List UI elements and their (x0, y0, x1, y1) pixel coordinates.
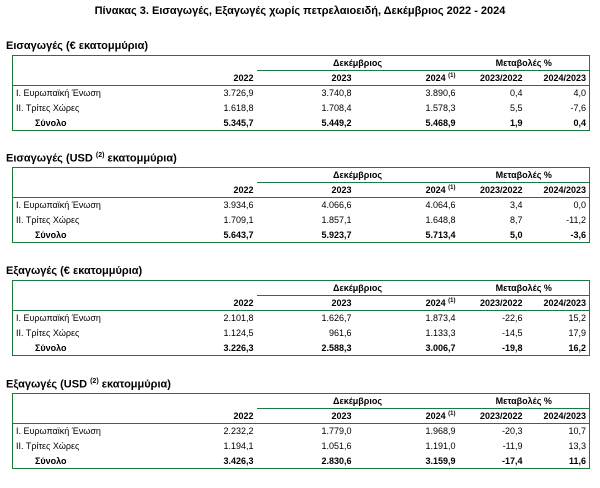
table-row: Ι. Ευρωπαϊκή Ένωση 2.101,8 1.626,7 1.873,4 -22,6 15,2 (16, 313, 587, 324)
header-change-2023-2022: 2023/2022 (459, 409, 526, 424)
header-change-2024-2023: 2024/2023 (526, 183, 590, 198)
table-row: ΙΙ. Τρίτες Χώρες 1.194,1 1.051,6 1.191,0 -11,9 13,3 (16, 441, 587, 451)
header-2022: 2022 (163, 71, 257, 86)
table-row: Ι. Ευρωπαϊκή Ένωση 3.726,9 3.740,8 3.890,6 0,4 4,0 (16, 88, 587, 99)
table-row: Ι. Ευρωπαϊκή Ένωση 3.934,6 4.066,6 4.064,6 3,4 0,0 (16, 200, 587, 211)
header-change-2023-2022: 2023/2022 (459, 183, 526, 198)
header-2023: 2023 (257, 183, 355, 198)
header-2024: 2024 $^{(1)}$ (355, 183, 459, 198)
page-title: Πίνακας 3. Εισαγωγές, Εξαγωγές χωρίς πετρελαιοειδή, Δεκέμβριος 2022 - 2024 (94, 5, 506, 17)
section-title-imports-eur: Εισαγωγές (€ εκατομμύρια) (6, 40, 149, 52)
table-row-total: Σύνολο 3.226,3 2.588,3 3.006,7 -19,8 16,2 (35, 342, 587, 353)
header-change-2023-2022: 2023/2022 (459, 296, 526, 311)
header-change-2024-2023: 2024/2023 (526, 71, 590, 86)
header-changes: Μεταβολές % (459, 56, 590, 71)
section-title-imports-usd: Εισαγωγές (USD $^{(2)}$ εκατομμύρια) (6, 152, 177, 165)
table-row: ΙΙ. Τρίτες Χώρες 1.618,8 1.708,4 1.578,3 5,5 -7,6 (16, 103, 587, 113)
table-row-total: Σύνολο 3.426,3 2.830,6 3.159,9 -17,4 11,6 (35, 455, 587, 466)
table-imports-eur (12, 55, 590, 131)
table-imports-usd (12, 167, 590, 243)
table-exports-usd (12, 393, 590, 469)
header-2022: 2022 (163, 183, 257, 198)
header-2024: 2024 $^{(1)}$ (355, 409, 459, 424)
header-change-2024-2023: 2024/2023 (526, 409, 590, 424)
header-2022: 2022 (163, 296, 257, 311)
header-changes: Μεταβολές % (459, 281, 590, 296)
header-month: Δεκέμβριος (257, 281, 459, 296)
header-2023: 2023 (257, 71, 355, 86)
header-2023: 2023 (257, 296, 355, 311)
table-exports-eur (12, 280, 590, 356)
header-changes: Μεταβολές % (459, 168, 590, 183)
header-2024: 2024 $^{(1)}$ (355, 71, 459, 86)
table-row: Ι. Ευρωπαϊκή Ένωση 2.232,2 1.779,0 1.968,9 -20,3 10,7 (16, 426, 587, 437)
table-row-total: Σύνολο 5.643,7 5.923,7 5.713,4 5,0 -3,6 (35, 229, 587, 240)
header-2022: 2022 (163, 409, 257, 424)
header-2024: 2024 $^{(1)}$ (355, 296, 459, 311)
header-month: Δεκέμβριος (257, 168, 459, 183)
header-change-2023-2022: 2023/2022 (459, 71, 526, 86)
header-change-2024-2023: 2024/2023 (526, 296, 590, 311)
header-month: Δεκέμβριος (257, 56, 459, 71)
header-changes: Μεταβολές % (459, 394, 590, 409)
section-title-exports-eur: Εξαγωγές (€ εκατομμύρια) (6, 265, 143, 277)
header-2023: 2023 (257, 409, 355, 424)
header-month: Δεκέμβριος (257, 394, 459, 409)
section-title-exports-usd: Εξαγωγές (USD $^{(2)}$ εκατομμύρια) (6, 378, 171, 391)
table-row-total: Σύνολο 5.345,7 5.449,2 5.468,9 1,9 0,4 (35, 117, 587, 128)
table-row: ΙΙ. Τρίτες Χώρες 1.709,1 1.857,1 1.648,8 8,7 -11,2 (16, 215, 587, 225)
table-row: ΙΙ. Τρίτες Χώρες 1.124,5 961,6 1.133,3 -14,5 17,9 (16, 328, 587, 338)
